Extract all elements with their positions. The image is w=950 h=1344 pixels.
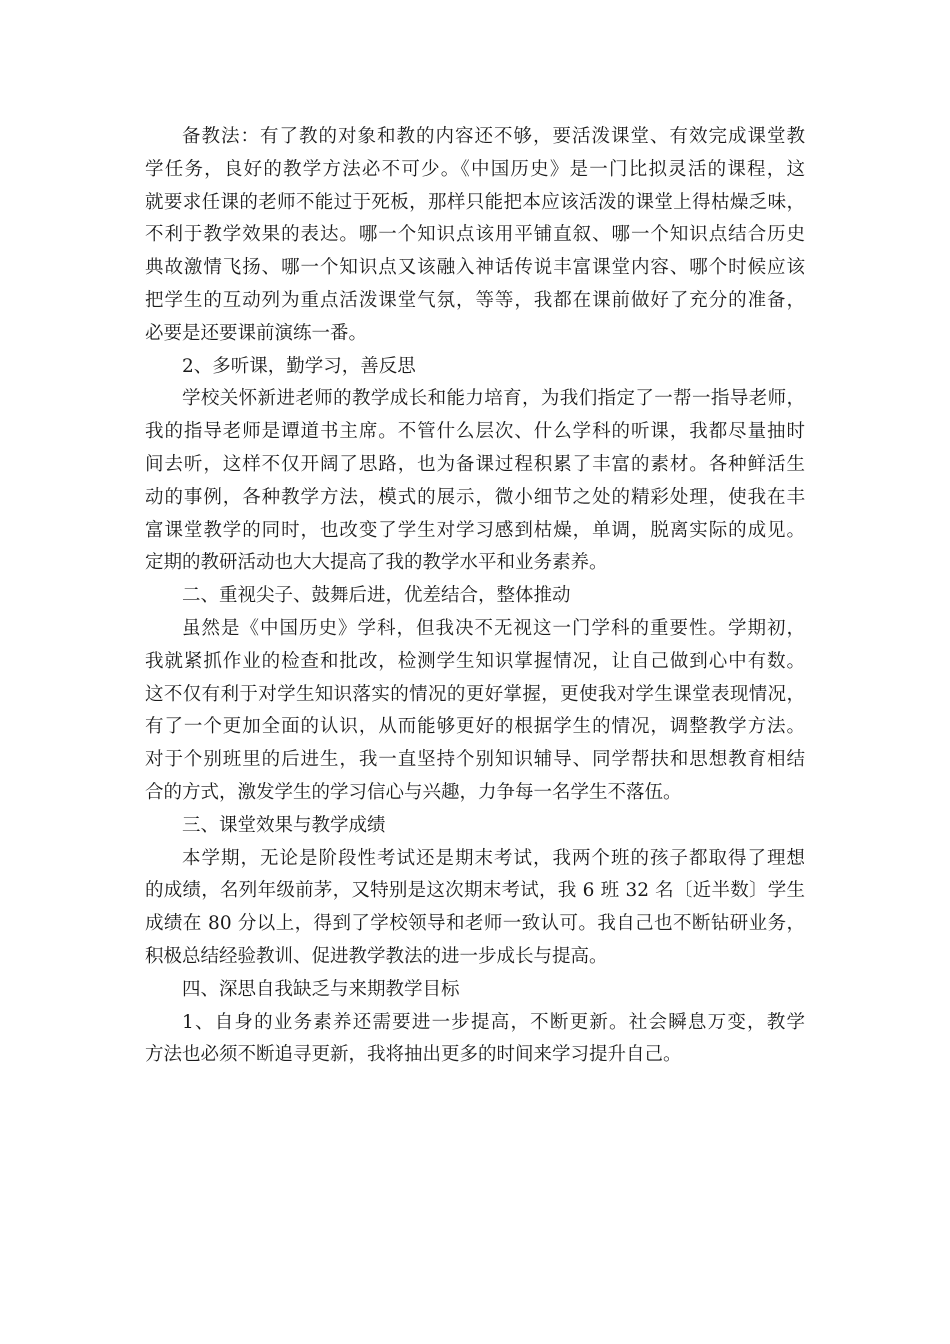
section-heading: 二、重视尖子、鼓舞后进，优差结合，整体推动 (182, 585, 571, 607)
text-line: 就要求任课的老师不能过于死板，那样只能把本应该活泼的课堂上得枯燥乏味， (145, 191, 805, 213)
text-line: 这不仅有利于对学生知识落实的情况的更好掌握，更使我对学生课堂表现情况， (145, 683, 805, 705)
section-heading: 四、深思自我缺乏与来期教学目标 (182, 978, 460, 1000)
text-line: 本学期，无论是阶段性考试还是期末考试，我两个班的孩子都取得了理想 (182, 847, 805, 869)
text-line: 有了一个更加全面的认识，从而能够更好的根据学生的情况，调整教学方法。 (145, 716, 805, 738)
text-line: 对于个别班里的后进生，我一直坚持个别知识辅导、同学帮扶和思想教育相结 (145, 749, 805, 771)
text-line: 定期的教研活动也大大提高了我的教学水平和业务素养。 (145, 552, 608, 574)
document-body (145, 121, 805, 1072)
section-heading: 2、多听课，勤学习，善反思 (182, 355, 416, 377)
text-line: 间去听，这样不仅开阔了思路，也为备课过程积累了丰富的素材。各种鲜活生 (145, 453, 805, 475)
text-line: 富课堂教学的同时，也改变了学生对学习感到枯燥，单调，脱离实际的成见。 (145, 519, 805, 541)
text-line: 的成绩，名列年级前茅，又特别是这次期末考试，我 6 班 32 名〔近半数〕学生 (145, 880, 805, 902)
heading-section-four (145, 974, 805, 1007)
text-line: 1、自身的业务素养还需要进一步提高，不断更新。社会瞬息万变，教学 (182, 1011, 805, 1033)
text-line: 不利于教学效果的表达。哪一个知识点该用平铺直叙、哪一个知识点结合历史 (145, 224, 805, 246)
paragraph-teaching-methods (145, 121, 805, 351)
text-line: 方法也必须不断追寻更新，我将抽出更多的时间来学习提升自己。 (145, 1044, 682, 1066)
text-line: 学任务，良好的教学方法必不可少。《中国历史》是一门比拟灵活的课程，这 (145, 158, 805, 180)
paragraph-results (145, 843, 805, 974)
text-line: 我的指导老师是谭道书主席。不管什么层次、什么学科的听课，我都尽量抽时 (145, 421, 805, 443)
heading-section-three (145, 810, 805, 843)
text-line: 我就紧抓作业的检查和批改，检测学生知识掌握情况，让自己做到心中有数。 (145, 650, 805, 672)
text-line: 备教法：有了教的对象和教的内容还不够，要活泼课堂、有效完成课堂教 (182, 126, 805, 147)
paragraph-self-improvement (145, 1007, 805, 1073)
text-line: 把学生的互动列为重点活泼课堂气氛，等等，我都在课前做好了充分的准备， (145, 289, 805, 311)
text-line: 学校关怀新进老师的教学成长和能力培育，为我们指定了一帮一指导老师， (182, 388, 805, 410)
text-line: 动的事例，各种教学方法，模式的展示，微小细节之处的精彩处理，使我在丰 (145, 486, 805, 508)
text-line: 必要是还要课前演练一番。 (145, 322, 368, 344)
heading-listen-learn-reflect (145, 351, 805, 384)
text-line: 虽然是《中国历史》学科，但我决不无视这一门学科的重要性。学期初， (182, 617, 805, 639)
paragraph-student-support (145, 613, 805, 810)
text-line: 典故激情飞扬、哪一个知识点又该融入神话传说丰富课堂内容、哪个时候应该 (145, 257, 805, 279)
heading-section-two (145, 580, 805, 613)
text-line: 积极总结经验教训、促进教学教法的进一步成长与提高。 (145, 945, 608, 967)
section-heading: 三、课堂效果与教学成绩 (182, 814, 386, 836)
paragraph-mentoring (145, 383, 805, 580)
text-line: 成绩在 80 分以上，得到了学校领导和老师一致认可。我自己也不断钻研业务， (145, 913, 805, 935)
text-line: 合的方式，激发学生的学习信心与兴趣，力争每一名学生不落伍。 (145, 781, 682, 803)
